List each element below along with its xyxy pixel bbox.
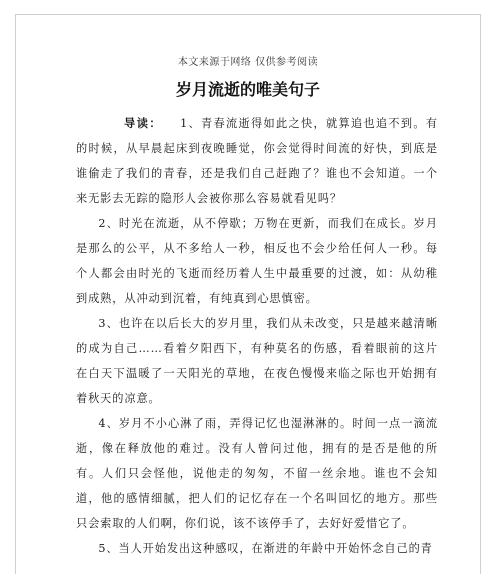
source-note: 本文来源于网络 仅供参考阅读	[177, 57, 319, 68]
paragraph-3: 3、也许在以后长大的岁月里，我们从未改变，只是越来越清晰的成为自己……看着夕阳西下，有种莫名的伤感，看着眼前的这片在白天下温暖了一天阳光的草地，在夜色慢慢来临之际也开始拥有着秋天的凉意。	[76, 317, 438, 405]
paragraph-1	[76, 111, 438, 211]
paragraph-2: 2、时光在流逝，从不停歇；万物在更新，而我们在成长。岁月是那么的公平，从不多给人一秒，相反也不会少给任何人一秒。每个人都会由时光的飞逝而经历着人生中最重要的过渡，如：从幼稚到成熟，从冲动到沉着，有纯真到心思慎密。	[76, 217, 438, 305]
paragraph-4: 4、岁月不小心淋了雨，弄得记忆也湿淋淋的。时间一点一滴流逝，像在释放他的难过。没有人曾问过他，拥有的是否是他的所有。人们只会怪他，说他走的匆匆，不留一丝余地。谁也不会知道，他的感情细腻，把人们的记忆存在一个名叫回忆的地方。那些只会索取的人们啊，你们说，该不该停手了，去好好爱惜它了。	[76, 417, 438, 530]
document-page	[15, 14, 481, 574]
paragraph-1-text: 1、青春流逝得如此之快，就算追也追不到。有的时候，从早晨起床到夜晚睡觉，你会觉得时间流的好快，到底是谁偷走了我们的青春，还是我们自己赶跑了？谁也不会知道。一个来无影去无踪的隐形人会被你那么容易就看见吗？	[76, 117, 438, 205]
document-title: 岁月流逝的唯美句子	[175, 80, 320, 99]
paragraph-5: 5、当人开始发出这种感叹，在渐进的年龄中开始怀念自己的青	[98, 542, 433, 555]
document-body	[76, 111, 438, 561]
lead-label: 导读：	[124, 116, 163, 130]
